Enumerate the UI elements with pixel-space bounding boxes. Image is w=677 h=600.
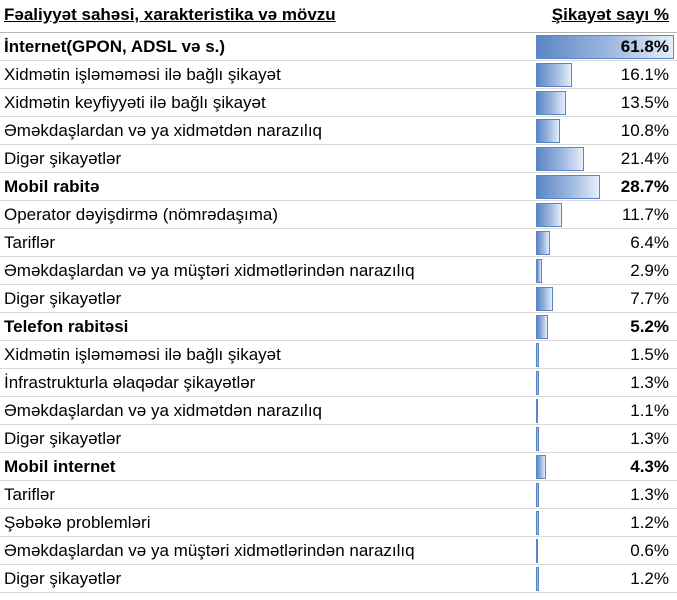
table-row [0, 453, 677, 481]
row-label: Mobil internet [4, 457, 116, 476]
data-bar [536, 203, 562, 227]
row-label: Xidmətin keyfiyyəti ilə bağlı şikayət [4, 93, 266, 112]
row-label: Digər şikayətlər [4, 289, 122, 308]
row-value: 0.6% [630, 541, 669, 560]
header-category: Fəaliyyət sahəsi, xarakteristika və mövzu [4, 5, 336, 24]
row-value: 61.8% [620, 37, 669, 56]
row-label: Əməkdaşlardan və ya müştəri xidmətlərindən narazılıq [4, 541, 415, 560]
row-value: 2.9% [630, 261, 669, 280]
data-bar [536, 91, 566, 115]
row-label: Mobil rabitə [4, 177, 100, 196]
data-bar [536, 231, 550, 255]
data-bar [536, 567, 539, 591]
row-value: 10.8% [620, 121, 669, 140]
row-label: Əməkdaşlardan və ya xidmətdən narazılıq [4, 401, 323, 420]
table-row [0, 229, 677, 257]
data-bar [536, 119, 560, 143]
row-value: 1.2% [630, 569, 669, 588]
table-row [0, 285, 677, 313]
table-row [0, 89, 677, 117]
row-label: Əməkdaşlardan və ya müştəri xidmətlərindən narazılıq [4, 261, 415, 280]
row-label: Operator dəyişdirmə (nömrədaşıma) [4, 205, 278, 224]
data-bar [536, 287, 553, 311]
table-row [0, 257, 677, 285]
row-value: 7.7% [630, 289, 669, 308]
table-row [0, 61, 677, 89]
row-label: Şəbəkə problemləri [4, 513, 151, 532]
row-label: Telefon rabitəsi [4, 317, 129, 336]
data-bar [536, 259, 542, 283]
table-row [0, 341, 677, 369]
row-label: Digər şikayətlər [4, 429, 122, 448]
table-row [0, 425, 677, 453]
row-value: 1.5% [630, 345, 669, 364]
row-value: 1.3% [630, 485, 669, 504]
table-row [0, 369, 677, 397]
row-value: 11.7% [622, 205, 669, 224]
row-label: İnternet(GPON, ADSL və s.) [4, 37, 226, 56]
table-row [0, 509, 677, 537]
row-value: 1.2% [630, 513, 669, 532]
row-value: 1.1% [630, 401, 669, 420]
row-value: 13.5% [620, 93, 669, 112]
row-value: 21.4% [620, 149, 669, 168]
data-bar [536, 147, 584, 171]
data-bar [536, 539, 538, 563]
table-row [0, 201, 677, 229]
data-bar [536, 511, 539, 535]
table-row [0, 397, 677, 425]
data-bar [536, 455, 546, 479]
data-bar [536, 175, 600, 199]
data-bar [536, 399, 538, 423]
table-row [0, 117, 677, 145]
row-value: 16.1% [620, 65, 669, 84]
table-row [0, 313, 677, 341]
table-row [0, 145, 677, 173]
row-label: Xidmətin işləməməsi ilə bağlı şikayət [4, 345, 281, 364]
row-label: Digər şikayətlər [4, 569, 122, 588]
row-value: 6.4% [630, 233, 669, 252]
table-body [0, 33, 677, 593]
row-value: 28.7% [620, 177, 669, 196]
row-value: 1.3% [630, 373, 669, 392]
table-row [0, 33, 677, 61]
data-bar [536, 371, 539, 395]
table-row [0, 481, 677, 509]
row-value: 5.2% [630, 317, 669, 336]
row-value: 4.3% [630, 457, 669, 476]
header-percent: Şikayət sayı % [551, 5, 669, 24]
table-row [0, 173, 677, 201]
row-label: Tariflər [4, 233, 56, 252]
table-row [0, 565, 677, 593]
row-label: Digər şikayətlər [4, 149, 122, 168]
table-header [0, 0, 677, 33]
row-label: İnfrastrukturla əlaqədar şikayətlər [4, 373, 256, 392]
data-bar [536, 427, 539, 451]
row-label: Tariflər [4, 485, 56, 504]
table-row [0, 537, 677, 565]
row-label: Əməkdaşlardan və ya xidmətdən narazılıq [4, 121, 323, 140]
row-value: 1.3% [630, 429, 669, 448]
data-bar [536, 343, 539, 367]
row-label: Xidmətin işləməməsi ilə bağlı şikayət [4, 65, 281, 84]
data-bar [536, 483, 539, 507]
data-bar [536, 315, 548, 339]
data-bar [536, 63, 572, 87]
